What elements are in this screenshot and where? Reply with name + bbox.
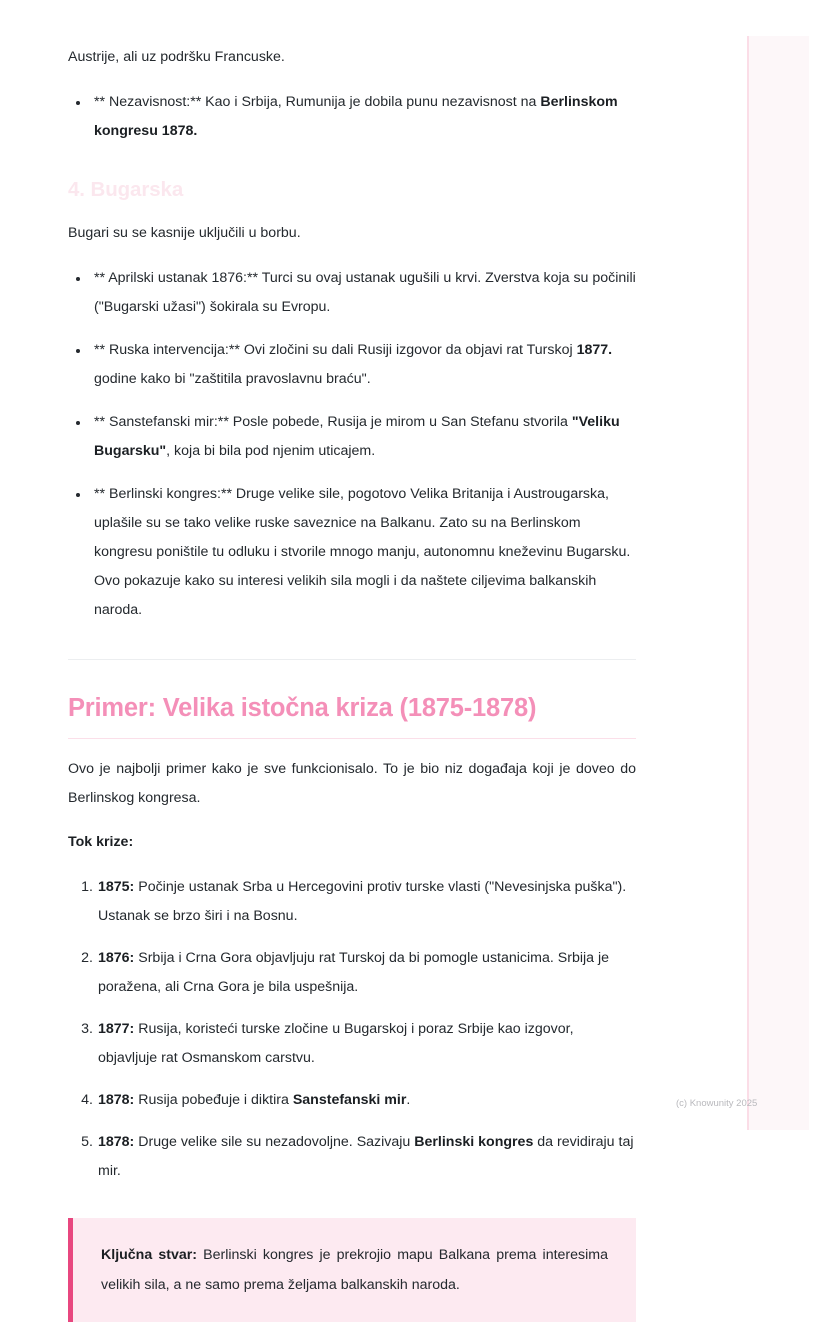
bullet-text-part1: ** Ruska intervencija:** Ovi zločini su dali Rusiji izgovor da objavi rat Turskoj — [94, 342, 577, 358]
bullet-lead-text: ** Nezavisnost:** Kao i Srbija, Rumunija je dobila punu nezavisnost na — [94, 94, 541, 110]
step-year: 1877: — [98, 1021, 135, 1037]
list-item — [98, 1015, 636, 1073]
bullet-text-bold: 1877. — [576, 342, 613, 358]
top-bullet-list — [68, 88, 636, 146]
bugarska-intro-paragraph: Bugari su se kasnije uključili u borbu. — [68, 225, 301, 241]
list-item — [98, 944, 636, 1002]
tok-krize-subheading — [68, 828, 636, 857]
continuation-paragraph: Austrije, ali uz podršku Francuske. — [68, 49, 285, 65]
callout-paragraph — [101, 1240, 608, 1300]
step-year: 1876: — [98, 950, 135, 966]
section-heading-primer: Primer: Velika istočna kriza (1875-1878) — [68, 691, 636, 739]
list-item — [98, 1086, 636, 1115]
bullet-text-part1: ** Sanstefanski mir:** Posle pobede, Rusija je mirom u San Stefanu stvorila — [94, 414, 572, 430]
key-takeaway-callout — [68, 1218, 636, 1322]
list-item — [94, 336, 636, 394]
step-text: Srbija i Crna Gora objavljuju rat Turskoj da bi pomogle ustanicima. Srbija je poražena, ali Crna Gora je bila uspešnija. — [98, 950, 610, 995]
right-margin-rule — [747, 36, 749, 1130]
primer-paragraph: Ovo je najbolji primer kako je sve funkcionisalo. To je bio niz događaja koji je doveo do Berlinskog kongresa. — [68, 761, 636, 806]
step-year: 1878: — [98, 1134, 135, 1150]
list-item — [94, 480, 636, 625]
list-item — [94, 88, 636, 146]
bullet-text-part2: godine kako bi "zaštitila pravoslavnu braću". — [94, 371, 371, 387]
step-text-end: da revidiraju taj mir. — [98, 1134, 634, 1179]
step-text-end: . — [406, 1092, 411, 1108]
bullet-text-part1: ** Aprilski ustanak 1876:** Turci su ovaj ustanak ugušili u krvi. Zverstva koja su počinili ("Bugarski užasi") šokirala su Evropu. — [94, 270, 636, 315]
section-heading-bugarska: 4. Bugarska — [68, 178, 184, 201]
subheading-bold: Tok krize: — [68, 834, 134, 850]
step-bold: Sanstefanski mir — [292, 1092, 407, 1108]
bullet-text-bold: "Veliku Bugarsku" — [94, 414, 620, 459]
step-year: 1878: — [98, 1092, 135, 1108]
bullet-text-part1: ** Berlinski kongres:** Druge velike sile, pogotovo Velika Britanija i Austrougarska, uplašile su se tako velike ruske saveznice na Balkanu. Zato su na Berlinskom kongresu poništile tu odluku i stvorile mnogo manju, autonomnu kneževinu Bugarsku. Ovo pokazuje kako su interesi velikih sila mogli i da naštete ciljevima balkanskih naroda. — [94, 486, 631, 618]
list-item — [98, 873, 636, 931]
step-text: Počinje ustanak Srba u Hercegovini protiv turske vlasti ("Nevesinjska puška"). Ustanak se brzo širi i na Bosnu. — [98, 879, 627, 924]
step-text: Rusija pobeđuje i diktira — [134, 1092, 293, 1108]
step-text: Druge velike sile su nezadovoljne. Sazivaju — [134, 1134, 415, 1150]
document-content — [68, 0, 636, 1322]
bullet-bold-text: Berlinskom kongresu 1878. — [94, 94, 618, 139]
step-bold: Berlinski kongres — [414, 1134, 534, 1150]
bugarska-bullet-list — [68, 264, 636, 625]
step-year: 1875: — [98, 879, 135, 895]
bullet-text-part2: , koja bi bila pod njenim uticajem. — [166, 443, 376, 459]
step-text: Rusija, koristeći turske zločine u Bugarskoj i poraz Srbije kao izgovor, objavljuje rat Osmanskom carstvu. — [98, 1021, 574, 1066]
list-item — [94, 264, 636, 322]
section-divider — [68, 659, 636, 660]
list-item — [94, 408, 636, 466]
callout-text: Berlinski kongres je prekrojio mapu Balkana prema interesima velikih sila, a ne samo prema željama balkanskih naroda. — [101, 1247, 608, 1293]
right-margin-wash — [749, 36, 809, 1130]
list-item — [98, 1128, 636, 1186]
copyright-watermark: (c) Knowunity 2025 — [676, 1098, 758, 1109]
crisis-timeline-list — [68, 873, 636, 1186]
callout-label: Ključna stvar: — [101, 1247, 198, 1263]
